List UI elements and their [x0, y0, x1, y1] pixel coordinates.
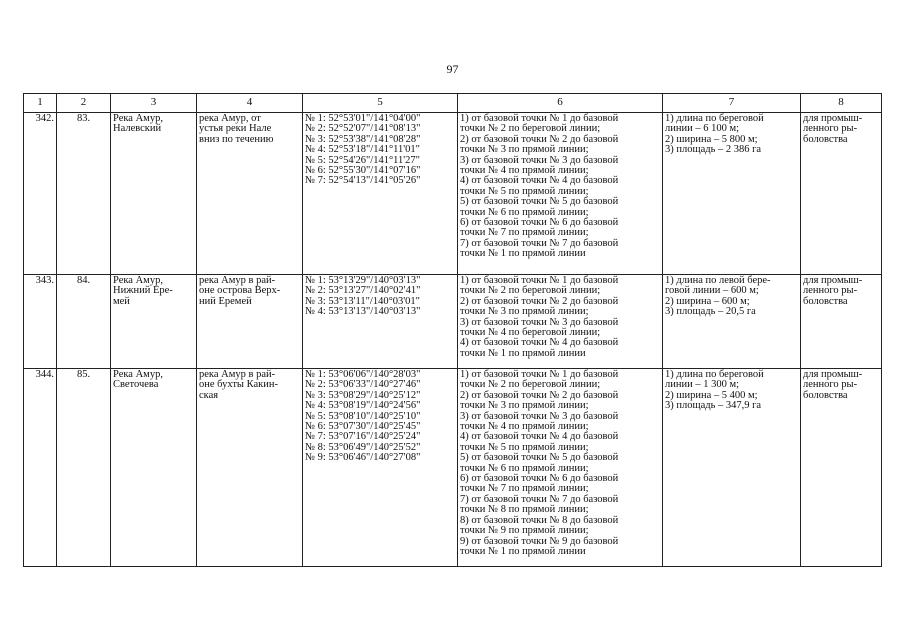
site-description-cell: [197, 369, 303, 567]
row-subnumber: 84.: [57, 275, 111, 369]
dimensions-cell: [663, 275, 801, 369]
border-description-line: точки № 1 по прямой линии: [460, 545, 586, 557]
coordinate-line: № 5: 53°08'10"/140°25'10": [305, 410, 421, 422]
coordinate-line: № 7: 53°07'16"/140°25'24": [305, 431, 421, 443]
border-description-line: точки № 2 по береговой линии;: [460, 379, 601, 391]
dimension-line: линии – 1 300 м;: [665, 379, 740, 391]
border-description-line: точки № 9 по прямой линии;: [460, 525, 589, 537]
border-description-line: 2) от базовой точки № 2 до базовой: [460, 295, 619, 307]
site-name-line: Светочева: [113, 379, 159, 391]
table-row: [24, 113, 882, 275]
coordinate-line: № 2: 53°13'27"/140°02'41": [305, 285, 421, 297]
row-subnumber: 83.: [57, 113, 111, 275]
coordinate-line: № 1: 53°06'06"/140°28'03": [305, 369, 421, 380]
border-description-line: точки № 1 по прямой линии: [460, 347, 586, 359]
site-description-line: река Амур в рай-: [199, 275, 276, 286]
row-number: 344.: [24, 369, 57, 567]
border-description-line: 5) от базовой точки № 5 до базовой: [460, 452, 619, 464]
border-description-line: 2) от базовой точки № 2 до базовой: [460, 133, 619, 145]
coordinate-line: № 2: 52°52'07"/141°08'13": [305, 123, 421, 135]
site-name-cell: [111, 275, 197, 369]
borders-cell: [458, 113, 663, 275]
site-name-line: Река Амур,: [113, 275, 163, 286]
border-description-line: точки № 3 по прямой линии;: [460, 144, 589, 156]
dimensions-cell: [663, 113, 801, 275]
column-header-6: 6: [458, 94, 663, 113]
border-description-line: точки № 4 по береговой линии;: [460, 327, 601, 339]
purpose-line: ленного ры-: [803, 379, 858, 391]
border-description-line: 7) от базовой точки № 7 до базовой: [460, 237, 619, 249]
column-header-8: 8: [801, 94, 882, 113]
border-description-line: 4) от базовой точки № 4 до базовой: [460, 175, 619, 187]
border-description-line: точки № 5 по прямой линии;: [460, 185, 589, 197]
border-description-line: 3) от базовой точки № 3 до базовой: [460, 316, 619, 328]
border-description-line: точки № 4 по прямой линии;: [460, 421, 589, 433]
coordinate-line: № 7: 52°54'13"/141°05'26": [305, 175, 421, 187]
dimension-line: 2) ширина – 600 м;: [665, 295, 750, 307]
borders-cell: [458, 275, 663, 369]
purpose-line: ленного ры-: [803, 123, 858, 135]
dimension-line: 1) длина по береговой: [665, 369, 764, 380]
site-name-line: Налевский: [113, 123, 162, 135]
purpose-cell: [801, 113, 882, 275]
coordinate-line: № 5: 52°54'26"/141°11'27": [305, 154, 420, 166]
border-description-line: 6) от базовой точки № 6 до базовой: [460, 217, 619, 229]
coordinate-line: № 3: 52°53'38"/141°08'28": [305, 133, 421, 145]
dimension-line: 3) площадь – 20,5 га: [665, 306, 756, 318]
site-name-cell: [111, 113, 197, 275]
border-description-line: 2) от базовой точки № 2 до базовой: [460, 389, 619, 401]
border-description-line: 3) от базовой точки № 3 до базовой: [460, 154, 619, 166]
border-description-line: 7) от базовой точки № 7 до базовой: [460, 493, 619, 505]
coordinate-line: № 1: 52°53'01"/141°04'00": [305, 113, 421, 124]
border-description-line: точки № 2 по береговой линии;: [460, 285, 601, 297]
site-description-line: ская: [199, 389, 219, 401]
site-description-line: ний Еремей: [199, 295, 252, 307]
table-row: [24, 275, 882, 369]
site-description-line: река Амур, от: [199, 113, 261, 124]
header-row: [24, 94, 882, 113]
border-description-line: точки № 8 по прямой линии;: [460, 504, 589, 516]
border-description-line: 4) от базовой точки № 4 до базовой: [460, 337, 619, 349]
dimension-line: 2) ширина – 5 800 м;: [665, 133, 758, 145]
border-description-line: 6) от базовой точки № 6 до базовой: [460, 473, 619, 485]
dimension-line: 3) площадь – 2 386 га: [665, 144, 762, 156]
column-header-5: 5: [303, 94, 458, 113]
coordinate-line: № 8: 53°06'49"/140°25'52": [305, 441, 421, 453]
purpose-line: ленного ры-: [803, 285, 858, 297]
purpose-line: боловства: [803, 295, 848, 307]
border-description-line: 3) от базовой точки № 3 до базовой: [460, 410, 619, 422]
column-header-3: 3: [111, 94, 197, 113]
purpose-line: для промыш-: [803, 275, 863, 286]
dimension-line: говой линии – 600 м;: [665, 285, 759, 297]
table-row: [24, 369, 882, 567]
column-header-7: 7: [663, 94, 801, 113]
border-description-line: точки № 7 по прямой линии;: [460, 227, 589, 239]
site-description-line: оне острова Верх-: [199, 285, 281, 297]
border-description-line: точки № 4 по прямой линии;: [460, 165, 589, 177]
site-description-line: река Амур в рай-: [199, 369, 276, 380]
coordinate-line: № 4: 52°53'18"/141°11'01": [305, 144, 420, 156]
coordinates-cell: [303, 275, 458, 369]
coordinate-line: № 9: 53°06'46"/140°27'08": [305, 452, 421, 464]
column-header-1: 1: [24, 94, 57, 113]
column-header-4: 4: [197, 94, 303, 113]
purpose-line: боловства: [803, 389, 848, 401]
row-number: 342.: [24, 113, 57, 275]
purpose-line: боловства: [803, 133, 848, 145]
border-description-line: точки № 6 по прямой линии;: [460, 462, 589, 474]
site-description-cell: [197, 113, 303, 275]
row-subnumber: 85.: [57, 369, 111, 567]
dimension-line: линии – 6 100 м;: [665, 123, 740, 135]
coordinate-line: № 4: 53°08'19"/140°24'56": [305, 400, 421, 412]
border-description-line: 5) от базовой точки № 5 до базовой: [460, 196, 619, 208]
site-description-line: вниз по течению: [199, 133, 274, 145]
site-description-line: устья реки Нале: [199, 123, 272, 135]
coordinate-line: № 3: 53°08'29"/140°25'12": [305, 389, 421, 401]
border-description-line: 4) от базовой точки № 4 до базовой: [460, 431, 619, 443]
border-description-line: точки № 6 по прямой линии;: [460, 206, 589, 218]
border-description-line: 1) от базовой точки № 1 до базовой: [460, 275, 619, 286]
column-header-2: 2: [57, 94, 111, 113]
border-description-line: точки № 7 по прямой линии;: [460, 483, 589, 495]
purpose-line: для промыш-: [803, 113, 863, 124]
site-description-line: оне бухты Какин-: [199, 379, 278, 391]
border-description-line: 9) от базовой точки № 9 до базовой: [460, 535, 619, 547]
page-number: 97: [446, 62, 459, 76]
border-description-line: точки № 3 по прямой линии;: [460, 400, 589, 412]
site-name-line: мей: [113, 295, 130, 307]
border-description-line: точки № 5 по прямой линии;: [460, 441, 589, 453]
site-name-cell: [111, 369, 197, 567]
purpose-line: для промыш-: [803, 369, 863, 380]
border-description-line: 8) от базовой точки № 8 до базовой: [460, 514, 619, 526]
border-description-line: точки № 3 по прямой линии;: [460, 306, 589, 318]
dimension-line: 1) длина по береговой: [665, 113, 764, 124]
purpose-cell: [801, 369, 882, 567]
border-description-line: 1) от базовой точки № 1 до базовой: [460, 369, 619, 380]
row-number: 343.: [24, 275, 57, 369]
coordinate-line: № 1: 53°13'29"/140°03'13": [305, 275, 421, 286]
site-name-line: Река Амур,: [113, 369, 163, 380]
dimension-line: 3) площадь – 347,9 га: [665, 400, 762, 412]
coordinate-line: № 4: 53°13'13"/140°03'13": [305, 306, 421, 318]
coordinates-cell: [303, 113, 458, 275]
site-name-line: Река Амур,: [113, 113, 163, 124]
coordinate-line: № 2: 53°06'33"/140°27'46": [305, 379, 421, 391]
dimension-line: 2) ширина – 5 400 м;: [665, 389, 758, 401]
dimensions-cell: [663, 369, 801, 567]
fishing-sites-table: [23, 93, 882, 567]
coordinates-cell: [303, 369, 458, 567]
purpose-cell: [801, 275, 882, 369]
border-description-line: точки № 1 по прямой линии: [460, 248, 586, 260]
site-name-line: Нижний Ере-: [113, 285, 173, 297]
borders-cell: [458, 369, 663, 567]
border-description-line: точки № 2 по береговой линии;: [460, 123, 601, 135]
dimension-line: 1) длина по левой бере-: [665, 275, 771, 286]
border-description-line: 1) от базовой точки № 1 до базовой: [460, 113, 619, 124]
coordinate-line: № 6: 52°55'30"/141°07'16": [305, 165, 421, 177]
site-description-cell: [197, 275, 303, 369]
coordinate-line: № 6: 53°07'30"/140°25'45": [305, 421, 421, 433]
coordinate-line: № 3: 53°13'11"/140°03'01": [305, 295, 420, 307]
